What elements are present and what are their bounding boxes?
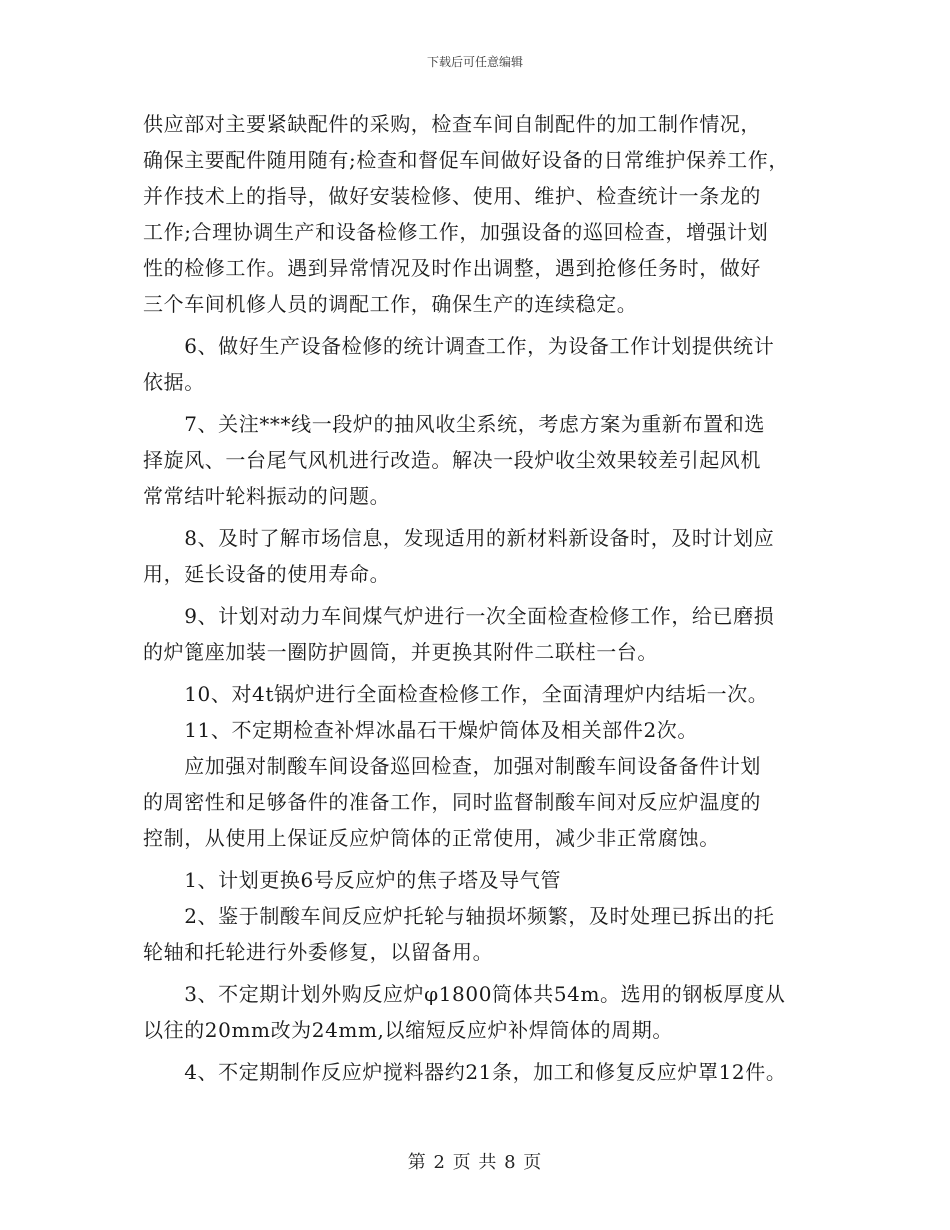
text-line: 6、做好生产设备检修的统计调查工作，为设备工作计划提供统计	[143, 334, 775, 358]
text-line: 轮轴和托轮进行外委修复，以留备用。	[143, 940, 494, 964]
text-line: 1、计划更换6号反应炉的焦子塔及导气管	[143, 868, 562, 892]
text-line: 控制，从使用上保证反应炉筒体的正常使用，减少非正常腐蚀。	[143, 826, 720, 850]
text-line: 的炉篦座加装一圈防护圆筒，并更换其附件二联柱一台。	[143, 640, 658, 664]
text-line: 依据。	[143, 370, 205, 394]
text-line: 三个车间机修人员的调配工作，确保生产的连续稳定。	[143, 292, 638, 316]
text-line: 常常结叶轮料振动的问题。	[143, 484, 391, 508]
text-line: 10、对4t锅炉进行全面检查检修工作，全面清理炉内结垢一次。	[143, 682, 769, 706]
text-line: 并作技术上的指导，做好安装检修、使用、维护、检查统计一条龙的	[143, 184, 761, 208]
text-line: 确保主要配件随用随有;检查和督促车间做好设备的日常维护保养工作，	[143, 148, 789, 172]
text-line: 7、关注***线一段炉的抽风收尘系统，考虑方案为重新布置和选	[143, 412, 765, 436]
text-line: 的周密性和足够备件的准备工作，同时监督制酸车间对反应炉温度的	[143, 790, 761, 814]
text-line: 8、及时了解市场信息，发现适用的新材料新设备时，及时计划应	[143, 526, 775, 550]
text-line: 11、不定期检查补焊冰晶石干燥炉筒体及相关部件2次。	[143, 718, 698, 742]
page-header: 下载后可任意编辑	[426, 55, 523, 69]
text-line: 3、不定期计划外购反应炉φ1800筒体共54m。选用的钢板厚度从	[143, 982, 786, 1006]
text-line: 供应部对主要紧缺配件的采购，检查车间自制配件的加工制作情况，	[143, 112, 761, 136]
text-line: 应加强对制酸车间设备巡回检查，加强对制酸车间设备备件计划	[143, 754, 761, 778]
text-line: 择旋风、一台尾气风机进行改造。解决一段炉收尘效果较差引起风机	[143, 448, 761, 472]
text-line: 4、不定期制作反应炉搅料器约21条，加工和修复反应炉罩12件。	[143, 1060, 787, 1084]
text-line: 工作;合理协调生产和设备检修工作，加强设备的巡回检查，增强计划	[143, 220, 769, 244]
text-line: 9、计划对动力车间煤气炉进行一次全面检查检修工作，给已磨损	[143, 604, 775, 628]
text-line: 用，延长设备的使用寿命。	[143, 562, 391, 586]
page-number: 第 2 页 共 8 页	[407, 1152, 543, 1173]
text-line: 性的检修工作。遇到异常情况及时作出调整，遇到抢修任务时，做好	[143, 256, 761, 280]
text-line: 2、鉴于制酸车间反应炉托轮与轴损坏频繁，及时处理已拆出的托	[143, 904, 775, 928]
text-line: 以往的20mm改为24mm,以缩短反应炉补焊筒体的周期。	[143, 1018, 673, 1042]
